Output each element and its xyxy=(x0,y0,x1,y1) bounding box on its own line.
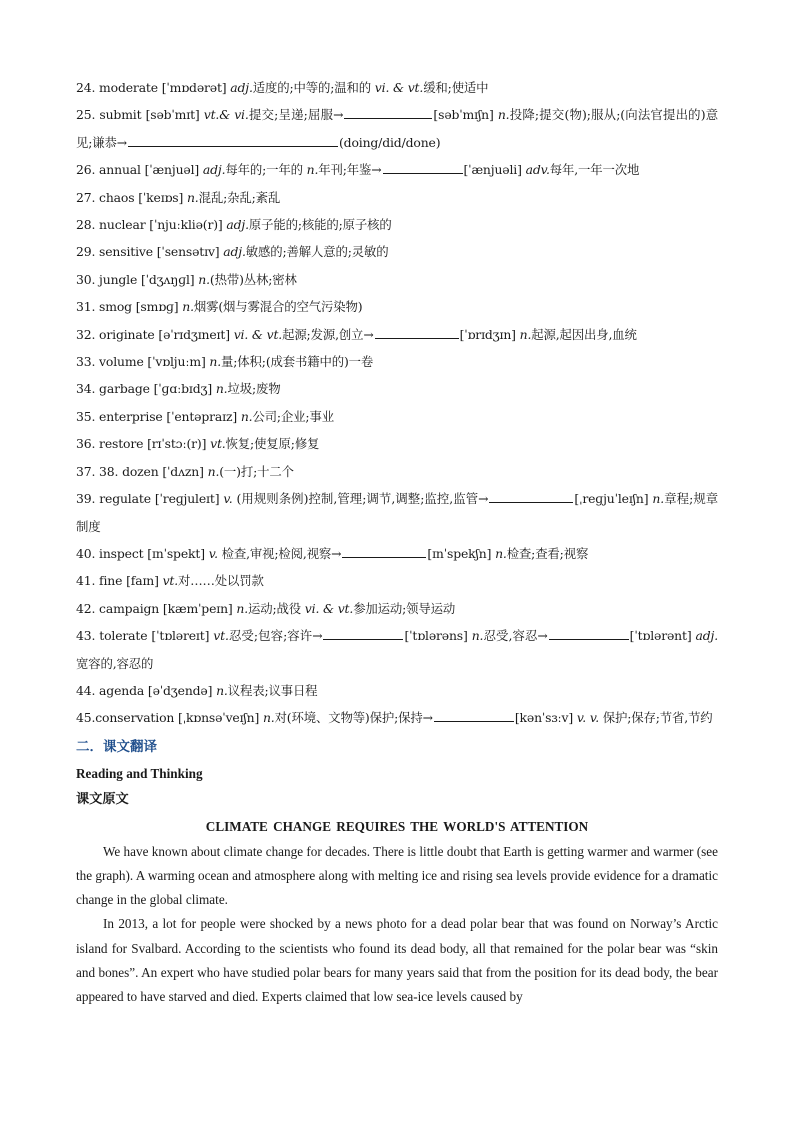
vocab-entry-25 xyxy=(76,101,718,156)
vocab-entry-30 xyxy=(76,266,718,293)
entry-meaning: 运动;战役 xyxy=(248,600,305,616)
vocab-entry-44 xyxy=(76,677,718,704)
part-of-speech: vt. xyxy=(213,628,229,644)
fill-blank[interactable] xyxy=(342,543,426,558)
article-paragraph-2: In 2013, a lot for people were shocked by a news photo for a dead polar bear that was found on Norway’s Arctic island for Svalbard. According to the scientists who found its dead body, all that remained for the polar bear was “skin and bones”. An expert who have studied polar bears for many years said that from the position for its dead body, the bear appeared to have starved and died. Experts claimed that low sea-ice levels caused by xyxy=(76,916,718,1004)
entry-meaning: 每年的;一年的 xyxy=(225,162,307,178)
part-of-speech: vt. xyxy=(162,573,179,589)
part-of-speech: n. xyxy=(471,628,484,644)
entry-text: 39. regulate [ˈreɡjuleɪt] xyxy=(76,491,224,507)
entry-text: 27. chaos [ˈkeɪɒs] xyxy=(76,189,187,205)
entry-text: 26. annual [ˈænjuəl] xyxy=(76,162,203,178)
fill-blank[interactable] xyxy=(344,104,432,119)
entry-meaning: 年刊;年鉴→ xyxy=(318,162,382,178)
part-of-speech: v. v. xyxy=(576,710,599,726)
entry-meaning: 检查;查看;视察 xyxy=(506,545,589,561)
entry-meaning: 起源,起因出身,血统 xyxy=(531,326,637,342)
entry-meaning: (用规则条例)控制,管理;调节,调整;监控,监管→ xyxy=(232,491,489,507)
part-of-speech: n. xyxy=(186,189,199,205)
entry-text: 37. 38. dozen [ˈdʌzn] xyxy=(76,463,208,479)
entry-phonetic: [ˈɒrɪdʒɪn] xyxy=(459,326,520,342)
entry-text: 25. submit [səbˈmɪt] xyxy=(76,107,204,123)
part-of-speech: n. xyxy=(216,682,228,698)
part-of-speech: vt. xyxy=(210,436,226,452)
vocab-entry-45 xyxy=(76,704,718,731)
vocab-list xyxy=(76,74,718,732)
entry-text: 28. nuclear [ˈnjuːkliə(r)] xyxy=(76,217,227,233)
fill-blank[interactable] xyxy=(128,132,338,147)
entry-meaning: 对……处以罚款 xyxy=(178,573,264,589)
entry-meaning: 量;体积;(成套书籍中的)一卷 xyxy=(221,354,374,370)
vocab-entry-43 xyxy=(76,622,718,677)
entry-meaning: 宽容的,容忍的 xyxy=(76,655,154,671)
part-of-speech: n. xyxy=(182,299,194,315)
article-paragraph-1: We have known about climate change for decades. There is little doubt that Earth is getting warmer and warmer (see the graph). A warming ocean and atmosphere along with melting ice and rising sea levels provide evidence for a dramatic change in the global climate. xyxy=(76,843,718,908)
entry-meaning: (doing/did/done) xyxy=(338,134,441,150)
part-of-speech: adj. xyxy=(230,80,253,95)
entry-text: 29. sensitive [ˈsensətɪv] xyxy=(76,244,224,260)
document-page xyxy=(76,74,718,1009)
entry-meaning: 垃圾;废物 xyxy=(227,381,281,397)
part-of-speech: n. xyxy=(497,107,510,123)
part-of-speech: n. xyxy=(519,326,532,342)
entry-text: 44. agenda [əˈdʒendə] xyxy=(76,682,217,698)
entry-phonetic: [ɪnˈspekʃn] xyxy=(427,545,496,561)
entry-meaning: 议程表;议事日程 xyxy=(227,682,318,698)
vocab-entry-24 xyxy=(76,74,718,101)
part-of-speech: n. xyxy=(495,545,507,561)
entry-text: 30. jungle [ˈdʒʌŋɡl] xyxy=(76,271,199,287)
entry-text: 45.conservation [ˌkɒnsəˈveɪʃn] xyxy=(76,710,263,726)
vocab-entry-39 xyxy=(76,485,718,540)
part-of-speech: adj. xyxy=(223,244,246,260)
vocab-entry-31 xyxy=(76,293,718,320)
vocab-entry-42 xyxy=(76,595,718,622)
entry-meaning: 章程;规章制度 xyxy=(76,491,718,534)
entry-text: 34. garbage [ˈɡɑːbɪdʒ] xyxy=(76,381,216,397)
part-of-speech: adv. xyxy=(525,162,550,178)
part-of-speech: v. xyxy=(223,491,233,507)
entry-meaning: 忍受,容忍→ xyxy=(483,628,548,644)
part-of-speech: n. xyxy=(198,271,210,287)
part-of-speech: n. xyxy=(209,354,222,370)
vocab-entry-36 xyxy=(76,430,718,457)
fill-blank[interactable] xyxy=(323,625,403,640)
entry-text: 43. tolerate [ˈtɒləreɪt] xyxy=(76,628,214,644)
entry-meaning: 参加运动;领导运动 xyxy=(353,600,456,616)
part-of-speech: n. xyxy=(306,162,319,178)
entry-meaning: 公司;企业;事业 xyxy=(252,408,334,424)
entry-meaning: 对(环境、文物等)保护;保持→ xyxy=(274,710,433,726)
entry-text: 24. moderate [ˈmɒdərət] xyxy=(76,80,231,95)
reading-subheading: Reading and Thinking xyxy=(76,765,203,781)
vocab-entry-32 xyxy=(76,321,718,348)
fill-blank[interactable] xyxy=(549,625,629,640)
part-of-speech: adj. xyxy=(202,162,226,178)
section-heading: 二．课文翻译 xyxy=(76,738,157,755)
entry-meaning: 适度的;中等的;温和的 xyxy=(252,80,375,95)
fill-blank[interactable] xyxy=(489,488,573,503)
entry-meaning: 检查,审视;检阅,视察→ xyxy=(217,545,342,561)
entry-meaning: 提交;呈递;屈服→ xyxy=(248,107,344,123)
vocab-entry-28 xyxy=(76,211,718,238)
fill-blank[interactable] xyxy=(375,324,459,339)
entry-meaning: 恢复;使复原;修复 xyxy=(225,436,320,452)
vocab-entry-26 xyxy=(76,156,718,183)
entry-phonetic: [kənˈsɜːv] xyxy=(514,710,577,726)
entry-meaning: 烟雾(烟与雾混合的空气污染物) xyxy=(193,299,363,315)
entry-phonetic: [ˈænjuəli] xyxy=(463,162,526,178)
part-of-speech: adj. xyxy=(226,217,249,233)
part-of-speech: n. xyxy=(236,600,249,616)
entry-text: 35. enterprise [ˈentəpraɪz] xyxy=(76,408,241,424)
vocab-entry-35 xyxy=(76,403,718,430)
entry-meaning: 忍受;包容;容许→ xyxy=(228,628,323,644)
fill-blank[interactable] xyxy=(434,707,514,722)
entry-phonetic: [ˈtɒlərəns] xyxy=(404,628,472,644)
part-of-speech: n. xyxy=(207,463,220,479)
part-of-speech: vi. & vt. xyxy=(233,326,283,342)
part-of-speech: n. xyxy=(215,381,228,397)
part-of-speech: v. xyxy=(208,545,218,561)
part-of-speech: n. xyxy=(240,408,253,424)
entry-phonetic: [səbˈmɪʃn] xyxy=(433,107,498,123)
vocab-entry-29 xyxy=(76,238,718,265)
entry-meaning: 原子能的;核能的;原子核的 xyxy=(248,217,392,233)
original-text-label: 课文原文 xyxy=(76,790,129,806)
vocab-entry-34 xyxy=(76,375,718,402)
entry-phonetic: [ˈtɒlərənt] xyxy=(629,628,696,644)
entry-text: 41. fine [faɪn] xyxy=(76,573,163,589)
entry-meaning: 混乱;杂乱;紊乱 xyxy=(198,189,281,205)
entry-phonetic: [ˌreɡjuˈleɪʃn] xyxy=(574,491,653,507)
fill-blank[interactable] xyxy=(383,159,463,174)
entry-text: 33. volume [ˈvɒljuːm] xyxy=(76,354,210,370)
vocab-entry-33 xyxy=(76,348,718,375)
part-of-speech: vi. & vt. xyxy=(374,80,424,95)
entry-meaning: 起源;发源,创立→ xyxy=(282,326,374,342)
entry-meaning: 保护;保存;节省,节约 xyxy=(599,710,713,726)
entry-text: 40. inspect [ɪnˈspekt] xyxy=(76,545,209,561)
article-title: CLIMATE CHANGE REQUIRES THE WORLD'S ATTENTION xyxy=(205,818,589,834)
part-of-speech: vi. & vt. xyxy=(304,600,354,616)
vocab-entry-37 xyxy=(76,458,718,485)
entry-meaning: (一)打;十二个 xyxy=(219,463,294,479)
entry-meaning: (热带)丛林;密林 xyxy=(209,271,297,287)
entry-text: 32. originate [əˈrɪdʒɪneɪt] xyxy=(76,326,234,342)
part-of-speech: adj. xyxy=(695,628,719,644)
entry-text: 36. restore [rɪˈstɔː(r)] xyxy=(76,436,211,452)
entry-text: 42. campaign [kæmˈpeɪn] xyxy=(76,600,237,616)
entry-text: 31. smog [smɒɡ] xyxy=(76,299,183,315)
vocab-entry-41 xyxy=(76,567,718,594)
part-of-speech: n. xyxy=(652,491,665,507)
entry-meaning: 投降;提交(物);服从;(向法官提出的)意见;谦恭→ xyxy=(76,107,718,150)
entry-meaning: 敏感的;善解人意的;灵敏的 xyxy=(245,244,389,260)
part-of-speech: n. xyxy=(262,710,275,726)
entry-meaning: 每年,一年一次地 xyxy=(549,162,640,178)
vocab-entry-40 xyxy=(76,540,718,567)
part-of-speech: vt.& vi. xyxy=(203,107,249,123)
vocab-entry-27 xyxy=(76,184,718,211)
entry-meaning: 缓和;使适中 xyxy=(423,80,489,95)
